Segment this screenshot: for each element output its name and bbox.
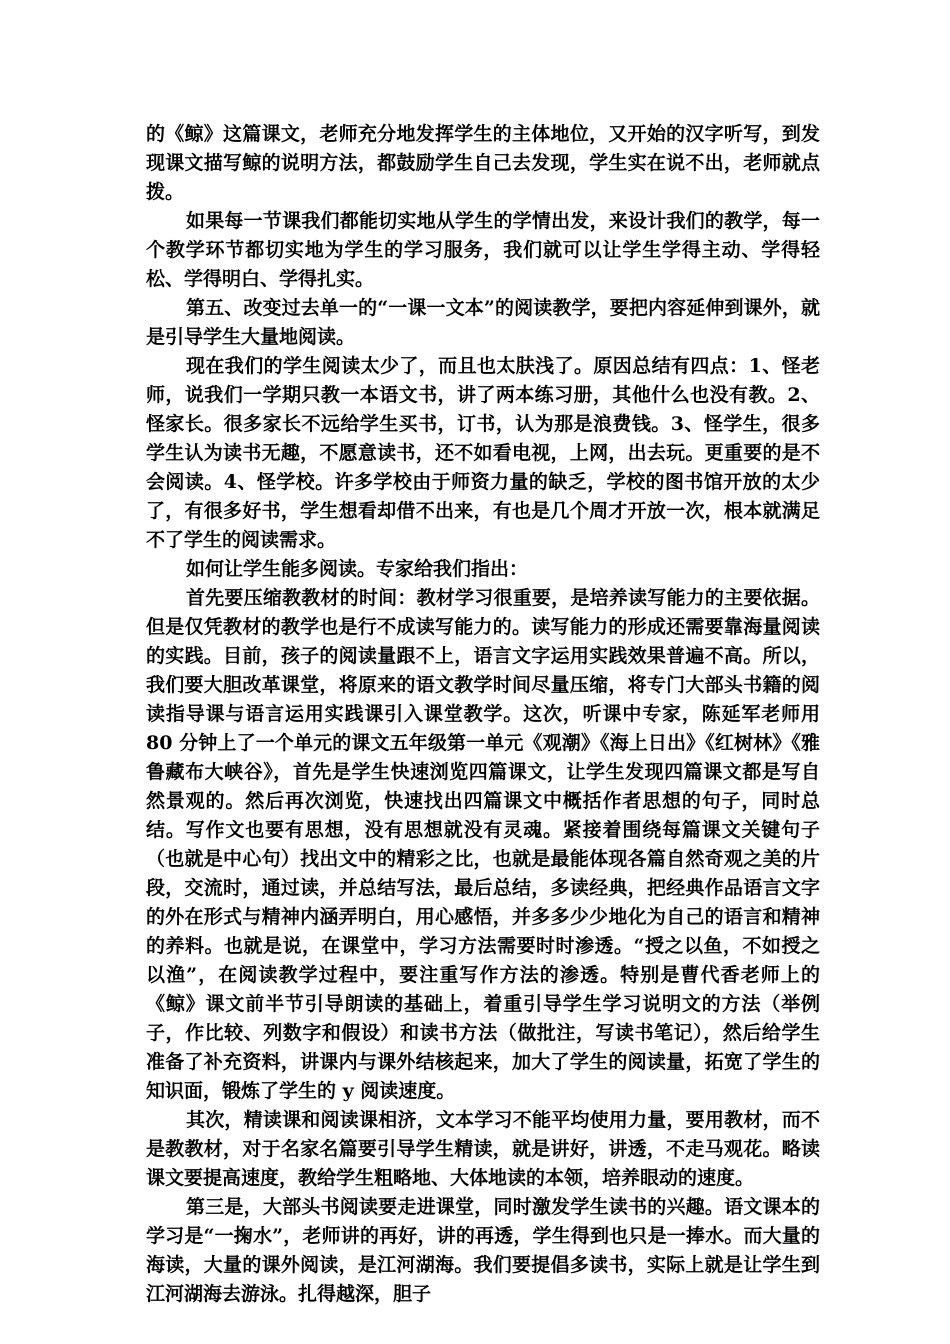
paragraph: 首先要压缩教教材的时间：教材学习很重要，是培养读写能力的主要依据。但是仅凭教材的教学也是行不成读写能力的。读写能力的形成还需要靠海量阅读的实践。目前，孩子的阅读量跟不上，语言文字运用实践效果普遍不高。所以，我们要大胆改革课堂，将原来的语文教学时间尽量压缩，将专门大部头书籍的阅读指导课与语言运用实践课引入课堂教学。这次，听课中专家，陈延军老师用 80 分钟上了一个单元的课文五年级第一单元《观潮》《海上日出》《红树林》《雅鲁藏布大峡谷》，首先是学生快速浏览四篇课文，让学生发现四篇课文都是写自然景观的。然后再次浏览，快速找出四篇课文中概括作者思想的句子，同时总结。写作文也要有思想，没有思想就没有灵魂。紧接着围绕每篇课文关键句子（也就是中心句）找出文中的精彩之比，也就是最能体现各篇自然奇观之美的片段，交流时，通过读，并总结写法，最后总结，多读经典，把经典作品语言文字的外在形式与精神内涵弄明白，用心感悟，并多多少少地化为自己的语言和精神的养料。也就是说，在课堂中，学习方法需要时时渗透。“授之以鱼，不如授之以渔”，在阅读教学过程中，要注重写作方法的渗透。特别是曹代香老师上的《鲸》课文前半节引导朗读的基础上，着重引导学生学习说明文的方法（举例子，作比较、列数字和假设）和读书方法（做批注，写读书笔记），然后给学生准备了补充资料，讲课内与课外结核起来，加大了学生的阅读量，拓宽了学生的知识面，锻炼了学生的 y 阅读速度。: [146, 587, 820, 1102]
paragraph: 如果每一节课我们都能切实地从学生的学情出发，来设计我们的教学，每一个教学环节都切实地为学生的学习服务，我们就可以让学生学得主动、学得轻松、学得明白、学得扎实。: [146, 210, 820, 290]
paragraph-continuation: 的《鲸》这篇课文，老师充分地发挥学生的主体地位，又开始的汉字听写，到发现课文描写鲸的说明方法，都鼓励学生自己去发现，学生实在说不出，老师就点拨。: [146, 123, 820, 203]
paragraph-section-heading: 第五、改变过去单一的“一课一文本”的阅读教学，要把内容延伸到课外，就是引导学生大量地阅读。: [146, 297, 820, 348]
paragraph: 现在我们的学生阅读太少了，而且也太肤浅了。原因总结有四点：1、怪老师，说我们一学期只教一本语文书，讲了两本练习册，其他什么也没有教。2、怪家长。很多家长不远给学生买书，订书，认为那是浪费钱。3、怪学生，很多学生认为读书无趣，不愿意读书，还不如看电视，上网，出去玩。更重要的是不会阅读。4、怪学校。许多学校由于师资力量的缺乏，学校的图书馆开放的太少了，有很多好书，学生想看却借不出来，有也是几个周才开放一次，根本就满足不了学生的阅读需求。: [146, 355, 820, 551]
paragraph: 第三是，大部头书阅读要走进课堂，同时激发学生读书的兴趣。语文课本的学习是“一掬水”，老师讲的再好，讲的再透，学生得到也只是一捧水。而大量的海读，大量的课外阅读，是江河湖海。我们要提倡多读书，实际上就是让学生到江河湖海去游泳。扎得越深，胆子: [146, 1196, 820, 1305]
paragraph: 其次，精读课和阅读课相济，文本学习不能平均使用力量，要用教材，而不是教教材，对于名家名篇要引导学生精读，就是讲好，讲透，不走马观花。略读课文要提高速度，教给学生粗略地、大体地读的本领，培养眼动的速度。: [146, 1109, 820, 1189]
paragraph: 如何让学生能多阅读。专家给我们指出：: [186, 558, 529, 580]
document-body: [146, 120, 820, 1309]
